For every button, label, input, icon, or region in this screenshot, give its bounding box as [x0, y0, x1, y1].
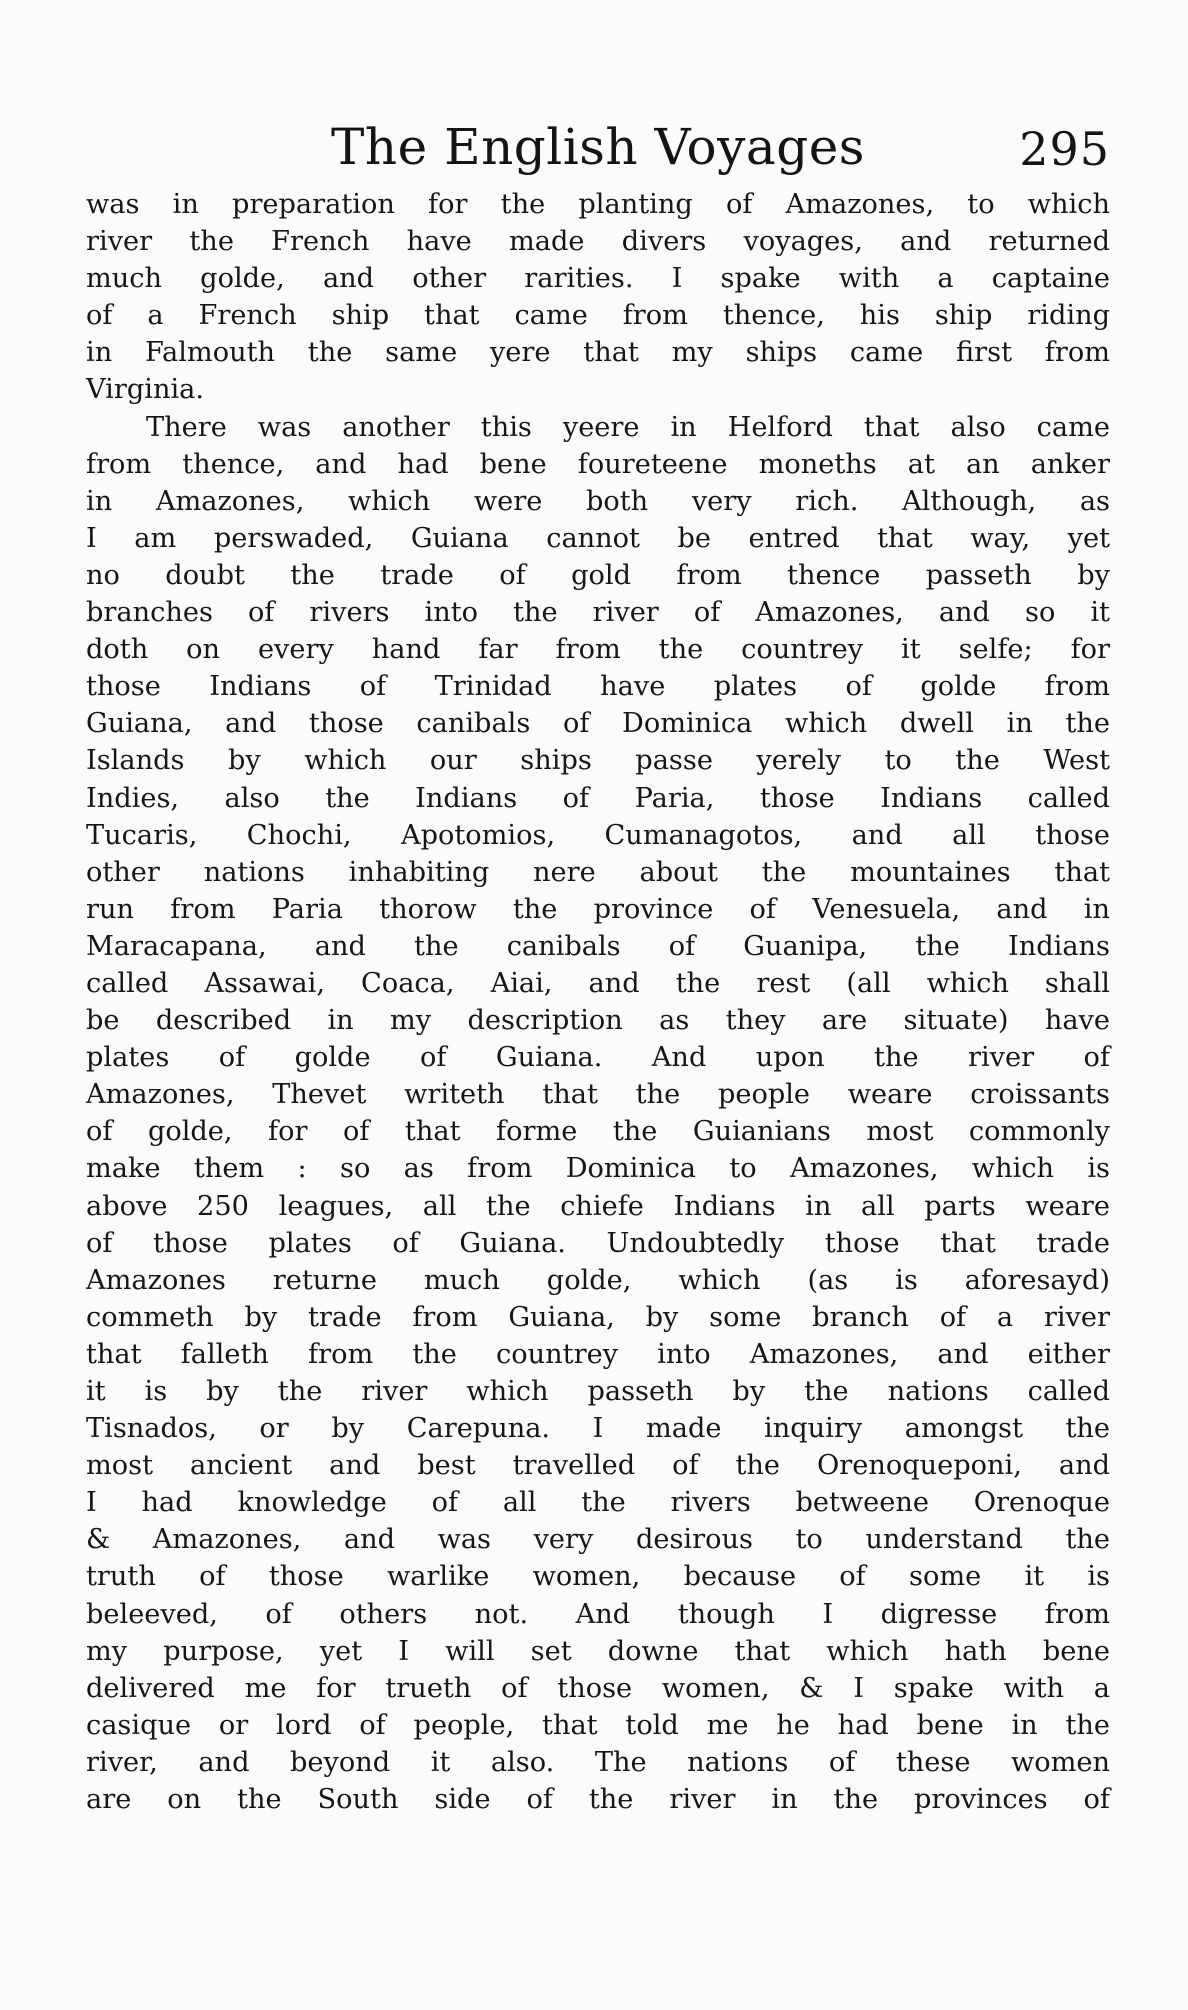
text-line: Islands by which our ships passe yerely to the West [86, 745, 1110, 777]
text-line: I am perswaded, Guiana cannot be entred that way, yet [86, 522, 1110, 554]
text-line: much golde, and other rarities. I spake with a captaine [86, 263, 1110, 295]
text-line: are on the South side of the river in the provinces of [86, 1784, 1110, 1816]
text-line: in Falmouth the same yere that my ships came first from [86, 337, 1110, 369]
text-line: above 250 leagues, all the chiefe Indians in all parts weare [86, 1190, 1110, 1222]
text-line: make them : so as from Dominica to Amazones, which is [86, 1153, 1110, 1185]
text-line: plates of golde of Guiana. And upon the river of [86, 1042, 1110, 1074]
text-line: of golde, for of that forme the Guianians most commonly [86, 1116, 1110, 1148]
text-line: of those plates of Guiana. Undoubtedly those that trade [86, 1227, 1110, 1259]
text-line: be described in my description as they are situate) have [86, 1005, 1110, 1037]
text-line: Indies, also the Indians of Paria, those Indians called [86, 782, 1110, 814]
text-line: that falleth from the countrey into Amazones, and either [86, 1338, 1110, 1370]
text-line: of a French ship that came from thence, his ship riding [86, 300, 1110, 332]
text-line: delivered me for trueth of those women, & I spake with a [86, 1672, 1110, 1704]
text-line: Tisnados, or by Carepuna. I made inquiry amongst the [86, 1413, 1110, 1445]
text-line: I had knowledge of all the rivers betweene Orenoque [86, 1487, 1110, 1519]
text-line: river the French have made divers voyages, and returned [86, 226, 1110, 258]
text-line: Amazones, Thevet writeth that the people weare croissants [86, 1079, 1110, 1111]
text-line: other nations inhabiting nere about the mountaines that [86, 856, 1110, 888]
text-line: those Indians of Trinidad have plates of golde from [86, 671, 1110, 703]
body-text [86, 186, 1110, 1818]
text-line: it is by the river which passeth by the nations called [86, 1376, 1110, 1407]
text-line: beleeved, of others not. And though I digresse from [86, 1598, 1110, 1630]
text-line: Amazones returne much golde, which (as is aforesayd) [86, 1264, 1110, 1296]
running-title: The English Voyages [331, 118, 865, 176]
text-line: Maracapana, and the canibals of Guanipa, the Indians [86, 930, 1110, 962]
text-line: called Assawai, Coaca, Aiai, and the rest (all which shall [86, 967, 1110, 999]
text-line: & Amazones, and was very desirous to understand the [86, 1524, 1110, 1556]
text-line: was in preparation for the planting of Amazones, to which [86, 189, 1110, 220]
text-line: Guiana, and those canibals of Dominica which dwell in the [86, 708, 1110, 740]
text-line: commeth by trade from Guiana, by some branch of a river [86, 1301, 1110, 1333]
text-line: river, and beyond it also. The nations of these women [86, 1746, 1110, 1778]
text-line: in Amazones, which were both very rich. Although, as [86, 485, 1110, 517]
text-line: truth of those warlike women, because of some it is [86, 1561, 1110, 1593]
text-line: my purpose, yet I will set downe that which hath bene [86, 1635, 1110, 1667]
running-head [86, 118, 1110, 182]
text-line: no doubt the trade of gold from thence passeth by [86, 559, 1110, 591]
text-line: Tucaris, Chochi, Apotomios, Cumanagotos, and all those [86, 819, 1110, 851]
text-line: casique or lord of people, that told me he had bene in the [86, 1709, 1110, 1741]
text-line: There was another this yeere in Helford that also came [146, 411, 1110, 443]
text-line: branches of rivers into the river of Amazones, and so it [86, 597, 1110, 629]
text-line: from thence, and had bene foureteene moneths at an anker [86, 448, 1110, 480]
text-line: doth on every hand far from the countrey it selfe; for [86, 634, 1110, 666]
text-line: run from Paria thorow the province of Venesuela, and in [86, 893, 1110, 925]
page-number: 295 [1019, 122, 1110, 176]
text-line: Virginia. [86, 374, 205, 406]
text-line: most ancient and best travelled of the Orenoqueponi, and [86, 1450, 1110, 1482]
